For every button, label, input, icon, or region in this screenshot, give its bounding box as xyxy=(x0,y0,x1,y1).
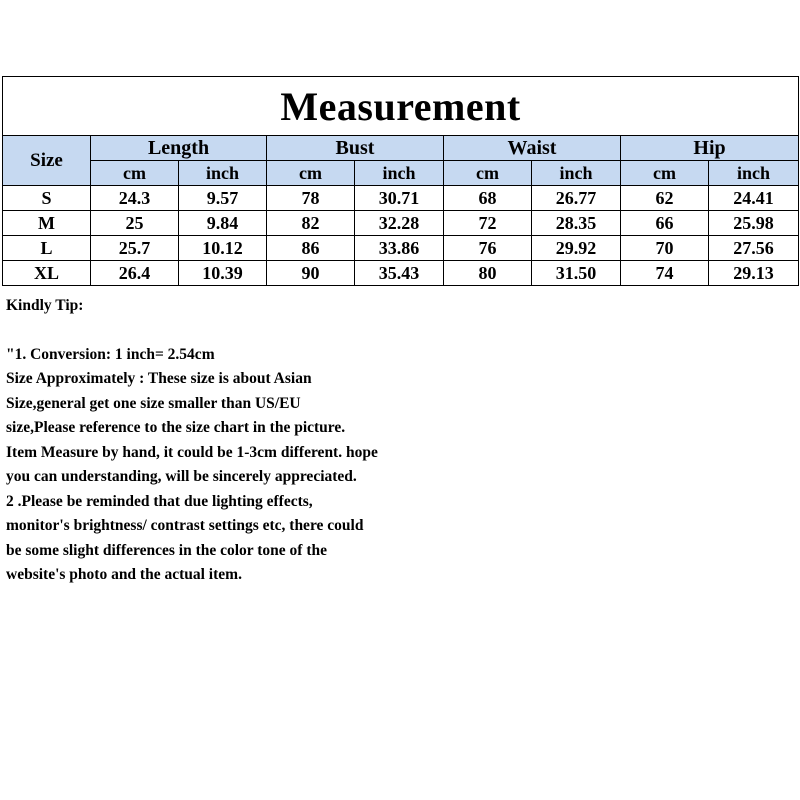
tip-line: monitor's brightness/ contrast settings etc, there could xyxy=(6,517,364,534)
table-cell: 78 xyxy=(267,186,355,211)
waist-header: Waist xyxy=(444,136,621,161)
unit-header: cm xyxy=(621,161,709,186)
table-cell: 28.35 xyxy=(532,211,621,236)
table-cell: 76 xyxy=(444,236,532,261)
tip-line: "1. Conversion: 1 inch= 2.54cm xyxy=(6,345,215,363)
bust-header: Bust xyxy=(267,136,444,161)
table-row xyxy=(3,211,799,236)
size-cell: M xyxy=(3,211,91,236)
tip-line: Size Approximately : These size is about Asian xyxy=(6,370,312,387)
length-header: Length xyxy=(91,136,267,161)
table-cell: 90 xyxy=(267,261,355,286)
table-cell: 66 xyxy=(621,211,709,236)
table-cell: 30.71 xyxy=(355,186,444,211)
unit-header: inch xyxy=(709,161,799,186)
tip-line: Item Measure by hand, it could be 1-3cm different. hope xyxy=(6,443,378,461)
tip-line: 2 .Please be reminded that due lighting effects, xyxy=(6,492,313,510)
table-row xyxy=(3,261,799,286)
table-cell: 62 xyxy=(621,186,709,211)
tip-line: you can understanding, will be sincerely appreciated. xyxy=(6,468,357,485)
table-cell: 32.28 xyxy=(355,211,444,236)
table-cell: 24.3 xyxy=(91,186,179,211)
unit-header: cm xyxy=(91,161,179,186)
table-cell: 26.77 xyxy=(532,186,621,211)
tip-line: website's photo and the actual item. xyxy=(6,566,242,583)
table-cell: 82 xyxy=(267,211,355,236)
tip-line: Size,general get one size smaller than US/EU xyxy=(6,394,301,412)
table-cell: 10.12 xyxy=(179,236,267,261)
table-cell: 25 xyxy=(91,211,179,236)
size-column-header: Size xyxy=(3,136,91,186)
table-cell: 26.4 xyxy=(91,261,179,286)
table-cell: 72 xyxy=(444,211,532,236)
table-cell: 74 xyxy=(621,261,709,286)
table-cell: 31.50 xyxy=(532,261,621,286)
tip-line: be some slight differences in the color tone of the xyxy=(6,541,328,559)
chart-title: Measurement xyxy=(3,77,799,136)
size-chart xyxy=(2,76,798,286)
table-cell: 25.7 xyxy=(91,236,179,261)
table-cell: 27.56 xyxy=(709,236,799,261)
size-cell: XL xyxy=(3,261,91,286)
table-cell: 33.86 xyxy=(355,236,444,261)
table-cell: 25.98 xyxy=(709,211,799,236)
unit-header: cm xyxy=(267,161,355,186)
table-cell: 68 xyxy=(444,186,532,211)
table-cell: 80 xyxy=(444,261,532,286)
table-cell: 24.41 xyxy=(709,186,799,211)
kindly-tips xyxy=(6,294,466,588)
size-cell: S xyxy=(3,186,91,211)
table-cell: 10.39 xyxy=(179,261,267,286)
table-cell: 9.84 xyxy=(179,211,267,236)
table-cell: 9.57 xyxy=(179,186,267,211)
table-cell: 86 xyxy=(267,236,355,261)
unit-header: inch xyxy=(355,161,444,186)
table-row xyxy=(3,186,799,211)
size-table xyxy=(2,76,799,286)
hip-header: Hip xyxy=(621,136,799,161)
table-cell: 29.92 xyxy=(532,236,621,261)
unit-header: cm xyxy=(444,161,532,186)
unit-header: inch xyxy=(532,161,621,186)
table-row xyxy=(3,236,799,261)
table-cell: 29.13 xyxy=(709,261,799,286)
table-cell: 70 xyxy=(621,236,709,261)
size-cell: L xyxy=(3,236,91,261)
tips-heading: Kindly Tip: xyxy=(6,297,84,314)
unit-header: inch xyxy=(179,161,267,186)
table-cell: 35.43 xyxy=(355,261,444,286)
tip-line: size,Please reference to the size chart in the picture. xyxy=(6,419,346,436)
